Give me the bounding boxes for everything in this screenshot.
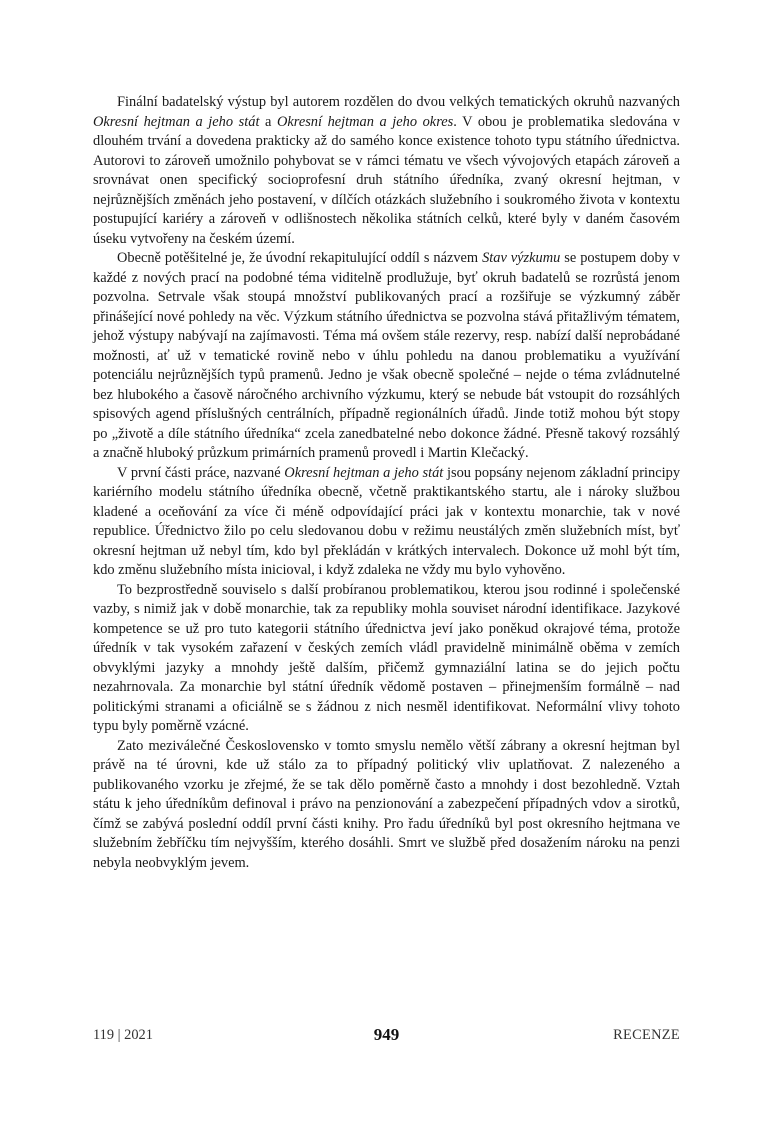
paragraph-text: Obecně potěšitelné je, že úvodní rekapitulující oddíl s názvem xyxy=(117,250,483,266)
paragraph-text: jsou popsány nejenom základní principy kariérního modelu státního úředníka obecně, včetně praktikantského startu, ale i nároky službou kladené a oceňování za více či méně odpovídající práci jak v kontextu monarchie, tak v nové republice. Úřednictvo žilo po celu sledovanou dobu v režimu neustálých změn služebních míst, byť okresní hejtman už nebyl tím, kdo byl překládán v krátkých intervalech. Dokonce už mohl být tím, kdo změnu služebního místa inicioval, i když zdaleka ne vždy mu bylo vyhověno. xyxy=(93,464,681,578)
italic-title: Okresní hejtman a jeho okres xyxy=(276,113,454,130)
paragraph-text: Finální badatelský výstup byl autorem rozdělen do dvou velkých tematických okruhů nazvaných xyxy=(117,94,680,110)
paragraph-text: . V obou je problematika sledována v dlouhém trvání a dovedena prakticky až do samého konce existence tohoto typu státního úřednictva. Autorovi to zároveň umožnilo pohybovat se v rámci tématu ve všech vývojových etapách zároveň a srovnávat onen specifický socioprofesní druh státního úředníka, zvaný okresní hejtman, v nejrůznějších změnách jeho postavení, v dílčích otázkách služebního i soukromého života v kontextu postupující kariéry a zároveň v odlišnostech několika státních celků, které byly v daném časovém úseku vytvořeny na českém území. xyxy=(93,113,680,247)
page-number: 949 xyxy=(373,1025,400,1044)
paragraph-5 xyxy=(93,737,680,874)
paragraph-text: To bezprostředně souviselo s další probíranou problematikou, kterou jsou rodinné i společenské vazby, s nimiž jak v době monarchie, tak za republiky mohla souviset národní identifikace. Jazykové kompetence se už pro tuto kategorii státního úřednictva jeví jako poněkud okrajové téma, protože úředník v tak vysokém zařazení v českých zemích vládl pravidelně minimálně oběma v zemích obvyklými jazyky a mnohdy ještě dalším, přičemž gymnaziální latina se do jejich počtu nezahrnovala. Za monarchie byl státní úředník vědomě postaven – přinejmenším formálně – nad politickými stranami a oficiálně se s žádnou z nich nesměl identifikovat. Neformální vlivy tohoto typu byly poměrně vzácné. xyxy=(93,581,680,734)
paragraph-text: se postupem doby v každé z nových prací na podobné téma viditelně prodlužuje, byť okruh badatelů se rozrůstá jenom pozvolna. Setrvale však stoupá množství publikovaných prací a rozšiřuje se výzkumný záběr přinášející nové pohledy na věc. Výzkum státního úřednictva se pozvolna stává přitažlivým tématem, jehož výstupy nabývají na zajímavosti. Téma má ovšem stále rezervy, resp. nabízí další neprobádané možnosti, ať už v tematické rovině nebo v úhlu pohledu na danou problematiku a využívání potenciálu nejrůznějších typů pramenů. Jedno je však obecně společné – nejde o téma zvládnutelné bez hlubokého a časově náročného archivního výzkumu, který se nebude bát vstoupit do rozsáhlých spisových agend příslušných centrálních, případně regionálních úřadů. Jinde totiž mohou být stopy po „životě a díle státního úředníka“ zcela zanedbatelné nebo dokonce žádné. Přesně takový rozsáhlý a značně hluboký průzkum primárních pramenů provedl i Martin Klečacký. xyxy=(93,250,680,461)
page-footer xyxy=(93,1025,680,1049)
paragraph-2 xyxy=(93,249,680,464)
paragraph-4 xyxy=(93,581,680,737)
paragraph-text: Zato meziválečné Československo v tomto smyslu nemělo větší zábrany a okresní hejtman byl právě na té úrovni, kde už stálo za to případný politický vliv uplatňovat. Z nalezeného a publikovaného vzorku je zřejmé, že se tak dělo poměrně často a mnohdy i dost bezohledně. Vztah státu k jeho úředníkům definoval i právo na penzionování a zabezpečení případných vdov a sirotků, čímž se zabývá poslední oddíl první části knihy. Pro řadu úředníků byl post okresního hejtmana ve služebním žebříčku tím nejvyšším, kterého dosáhli. Smrt ve službě před dosažením nároku na penzi nebyla neobvyklým jevem. xyxy=(93,737,680,871)
paragraph-1 xyxy=(93,93,680,249)
paragraph-text: V první části práce, nazvané xyxy=(117,464,285,481)
section-label: RECENZE xyxy=(613,1027,680,1043)
italic-title: Okresní hejtman a jeho stát xyxy=(284,464,444,481)
issue-info: 119 | 2021 xyxy=(93,1027,153,1043)
paragraph-text: a xyxy=(259,113,277,130)
article-body xyxy=(93,93,680,873)
italic-title: Okresní hejtman a jeho stát xyxy=(93,113,260,130)
italic-title: Stav výzkumu xyxy=(482,250,561,266)
paragraph-3 xyxy=(93,464,680,581)
